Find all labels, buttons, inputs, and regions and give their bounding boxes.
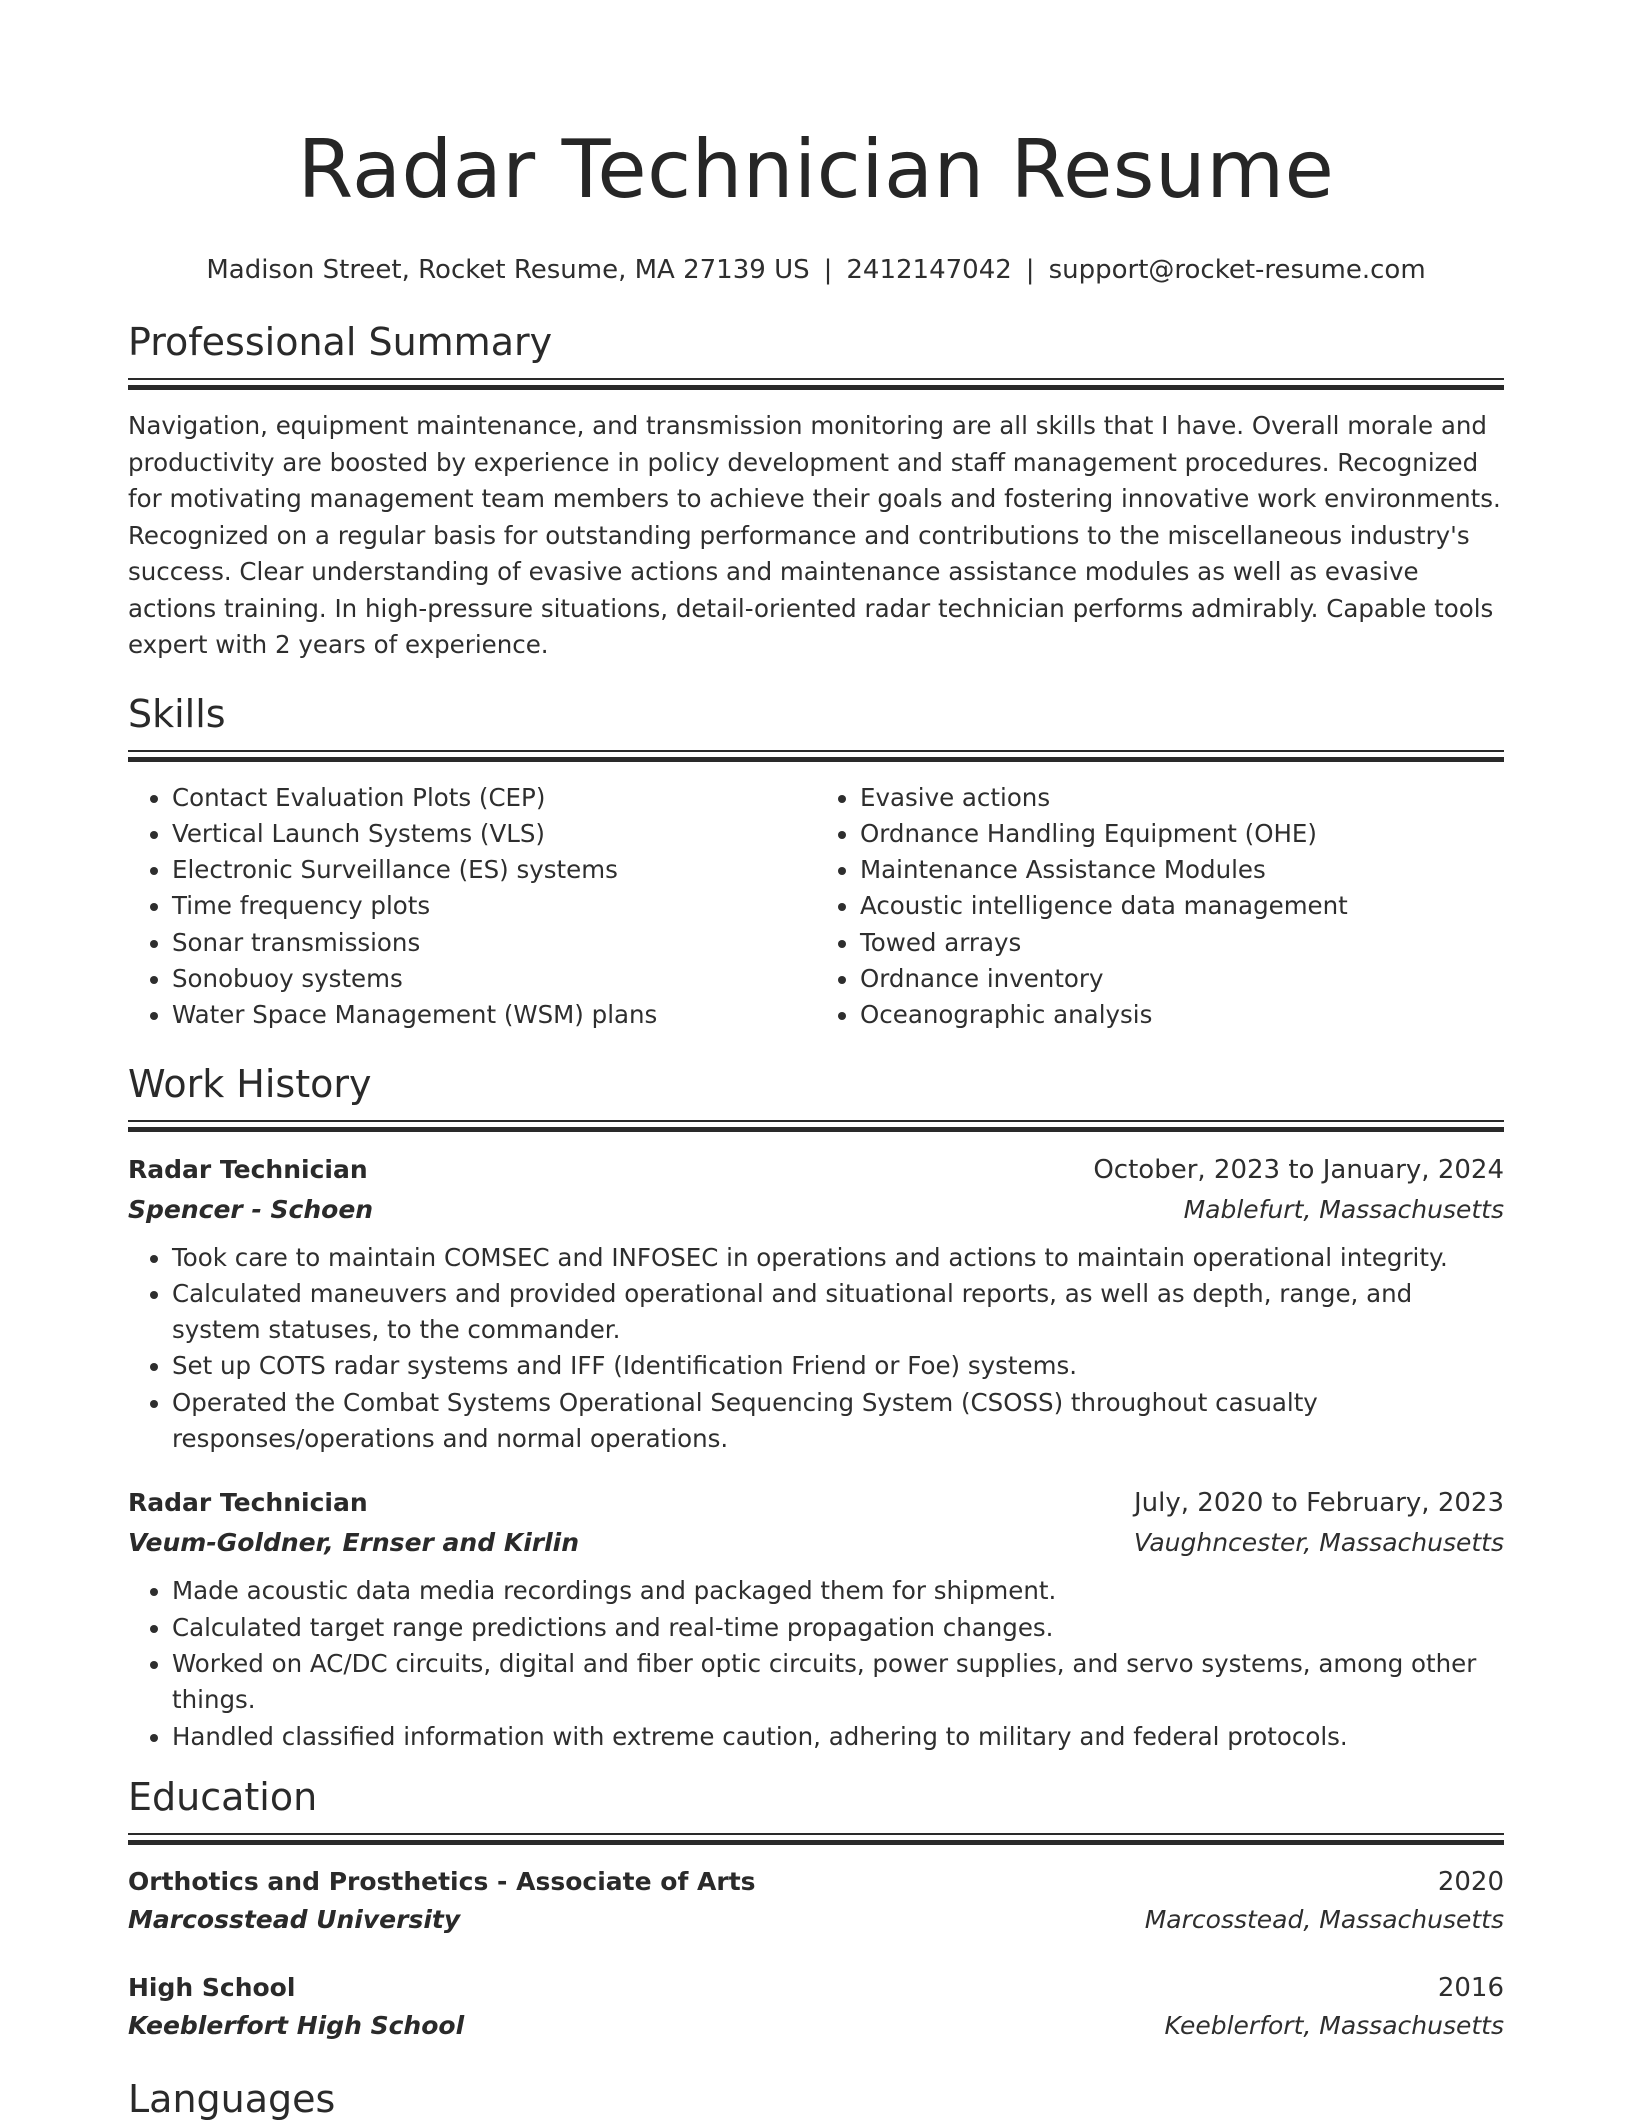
summary-text: Navigation, equipment maintenance, and transmission monitoring are all skills that I have. Overall morale and productivity are boosted by experience in policy development and staff management procedures. Recognized for motivating management team members to achieve their goals and fostering innovative work environments. Recognized on a regular basis for outstanding performance and contributions to the miscellaneous industry's success. Clear understanding of evasive actions and maintenance assistance modules as well as evasive actions training. In high-pressure situations, detail-oriented radar technician performs admirably. Capable tools expert with 2 years of experience. (128, 411, 1501, 659)
job-bullets (128, 1240, 1504, 1458)
section-divider (128, 750, 1504, 762)
contact-address: Madison Street, Rocket Resume, MA 27139 US (206, 255, 810, 285)
skill-item: • Towed arrays (860, 925, 1504, 961)
skill-item: • Sonar transmissions (172, 925, 816, 961)
job-title: Radar Technician (128, 1488, 368, 1518)
work-heading: Work History (128, 1061, 372, 1106)
job-company: Spencer - Schoen (128, 1194, 374, 1224)
skill-item: • Evasive actions (860, 780, 1504, 816)
job-bullet: • Made acoustic data media recordings and packaged them for shipment. (172, 1573, 1504, 1609)
job-dates: October, 2023 to January, 2024 (1093, 1154, 1504, 1185)
education-year: 2016 (1437, 1972, 1504, 2003)
job-bullet: • Worked on AC/DC circuits, digital and fiber optic circuits, power supplies, and servo systems, among other things. (172, 1646, 1504, 1719)
education-heading: Education (128, 1774, 318, 1819)
section-divider (128, 1120, 1504, 1132)
skill-item: • Ordnance inventory (860, 961, 1504, 997)
contact-line (128, 254, 1504, 286)
skill-item: • Time frequency plots (172, 888, 816, 924)
job-bullet: • Calculated target range predictions and real-time propagation changes. (172, 1610, 1504, 1646)
skill-item: • Acoustic intelligence data management (860, 888, 1504, 924)
job-bullet: • Operated the Combat Systems Operational Sequencing System (CSOSS) throughout casualty responses/operations and normal operations. (172, 1385, 1504, 1458)
contact-separator: | (1025, 255, 1035, 285)
job-title: Radar Technician (128, 1154, 368, 1184)
job-location: Vaughncester, Massachusetts (1133, 1528, 1504, 1558)
contact-separator: | (823, 255, 833, 285)
education-section (128, 1773, 1504, 2045)
skill-item: • Sonobuoy systems (172, 961, 816, 997)
job-entry (128, 1150, 1504, 1458)
job-bullet: • Took care to maintain COMSEC and INFOSEC in operations and actions to maintain operational integrity. (172, 1240, 1504, 1276)
languages-section (128, 2075, 1504, 2123)
job-location: Mablefurt, Massachusetts (1183, 1194, 1504, 1224)
education-location: Marcosstead, Massachusetts (1144, 1904, 1504, 1934)
skill-item: • Water Space Management (WSM) plans (172, 997, 816, 1033)
resume-title: Radar Technician Resume (297, 123, 1335, 216)
job-bullet: • Set up COTS radar systems and IFF (Identification Friend or Foe) systems. (172, 1348, 1504, 1384)
education-school: Marcosstead University (128, 1904, 461, 1934)
skills-list-left (128, 780, 816, 1034)
section-divider (128, 1833, 1504, 1845)
skill-item: • Oceanographic analysis (860, 997, 1504, 1033)
job-entry (128, 1483, 1504, 1754)
skill-item: • Contact Evaluation Plots (CEP) (172, 780, 816, 816)
skill-item: • Maintenance Assistance Modules (860, 852, 1504, 888)
contact-email: support@rocket-resume.com (1048, 255, 1426, 285)
contact-phone: 2412147042 (846, 255, 1012, 285)
education-entry (128, 1863, 1504, 1939)
education-degree: Orthotics and Prosthetics - Associate of Arts (128, 1866, 756, 1896)
section-divider (128, 378, 1504, 390)
education-degree: High School (128, 1972, 296, 2002)
skills-columns (128, 780, 1504, 1034)
summary-heading: Professional Summary (128, 320, 553, 364)
job-company: Veum-Goldner, Ernser and Kirlin (128, 1528, 580, 1558)
job-bullet: • Handled classified information with extreme caution, adhering to military and federal protocols. (172, 1719, 1504, 1755)
skill-item: • Ordnance Handling Equipment (OHE) (860, 816, 1504, 852)
education-location: Keeblerfort, Massachusetts (1164, 2010, 1504, 2040)
skill-item: • Vertical Launch Systems (VLS) (172, 816, 816, 852)
job-bullets (128, 1573, 1504, 1754)
skill-item: • Electronic Surveillance (ES) systems (172, 852, 816, 888)
languages-heading: Languages (128, 2076, 336, 2121)
skills-heading: Skills (128, 691, 226, 736)
job-bullet: • Calculated maneuvers and provided operational and situational reports, as well as depth, range, and system statuses, to the commander. (172, 1276, 1504, 1349)
summary-section (128, 318, 1504, 664)
job-dates: July, 2020 to February, 2023 (1134, 1488, 1504, 1519)
skills-list-right (816, 780, 1504, 1034)
education-entry (128, 1969, 1504, 2045)
work-section (128, 1060, 1504, 1755)
skills-section (128, 690, 1504, 1034)
education-school: Keeblerfort High School (128, 2010, 465, 2040)
education-year: 2020 (1437, 1866, 1504, 1897)
